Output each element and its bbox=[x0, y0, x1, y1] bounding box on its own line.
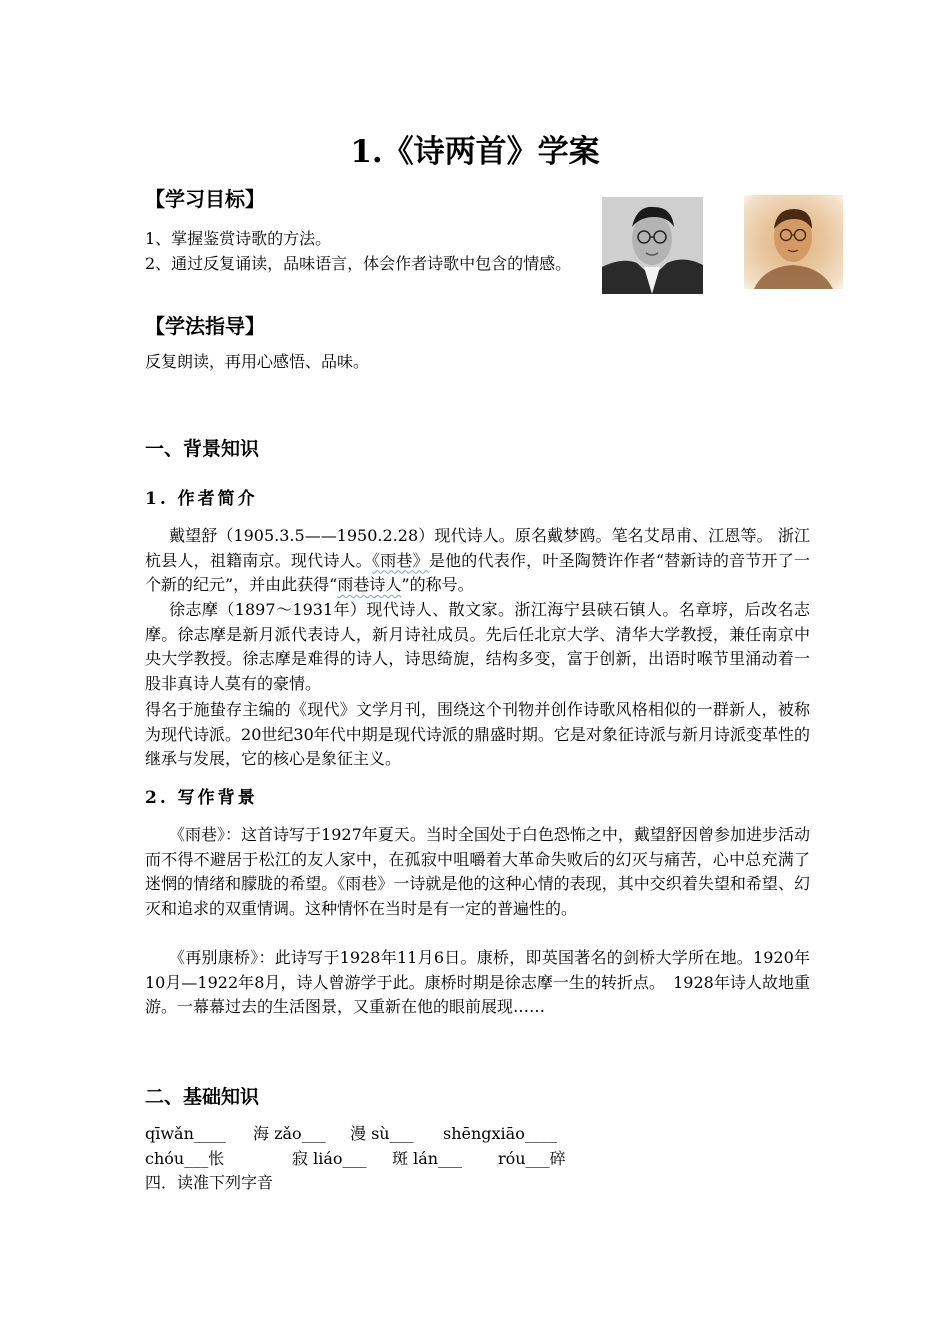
yuxiang-poet-title: 雨巷诗人 bbox=[337, 575, 402, 594]
method-heading: 【学法指导】 bbox=[145, 314, 265, 338]
dai-text-3: ”的称号。 bbox=[401, 575, 474, 594]
pinyin-item: 漫 sù___ bbox=[350, 1124, 414, 1143]
yuxiang-title: 《雨巷》 bbox=[372, 550, 429, 570]
portrait-photo-2 bbox=[744, 195, 843, 289]
kangqiao-background-paragraph: 《再别康桥》：此诗写于1928年11月6日。康桥，即英国著名的剑桥大学所在地。1920年10月—1922年8月，诗人曾游学于此。康桥时期是徐志摩一生的转折点。 1928年诗人故地重游。一幕幕过去的生活图景，又重新在他的眼前展现…… bbox=[145, 948, 810, 1016]
dai-wangshu-paragraph bbox=[145, 524, 810, 598]
xu-zhimo-paragraph: 徐志摩（1897～1931年）现代诗人、散文家。浙江海宁县硖石镇人。名章垿，后改名志摩。徐志摩是新月派代表诗人，新月诗社成员。先后任北京大学、清华大学教授，兼任南京中央大学教授。徐志摩是难得的诗人，诗思绮旎，结构多变，富于创新，出语时喉节里涌动着一股非真诗人莫有的豪情。 bbox=[145, 600, 810, 693]
section1-heading: 一、背景知识 bbox=[145, 438, 260, 460]
portrait-2-drawing bbox=[744, 195, 843, 289]
pinyin-item: 斑 lán___ bbox=[392, 1149, 463, 1168]
writing-background-heading: 2. 写作背景 bbox=[145, 788, 258, 808]
method-text: 反复朗读，再用心感悟、品味。 bbox=[145, 352, 370, 371]
modern-school-paragraph: 得名于施蛰存主编的《现代》文学月刊，围绕这个刊物并创作诗歌风格相似的一群新人，被称为现代诗派。20世纪30年代中期是现代诗派的鼎盛时期。它是对象征诗派与新月诗派变革性的继承与发展，它的核心是象征主义。 bbox=[145, 700, 810, 768]
pinyin-item: róu___碎 bbox=[498, 1149, 566, 1168]
portrait-photo-1 bbox=[602, 197, 703, 294]
pinyin-item: chóu___怅 bbox=[145, 1149, 225, 1168]
pinyin-item: shēngxiāo____ bbox=[443, 1124, 557, 1143]
read-pronunciation-label: 四．读准下列字音 bbox=[145, 1173, 274, 1192]
portrait-1-drawing bbox=[602, 197, 703, 294]
pinyin-item: qīwǎn____ bbox=[145, 1124, 226, 1143]
pinyin-item: 海 zǎo___ bbox=[253, 1124, 326, 1143]
objectives-list bbox=[145, 227, 590, 276]
section2-heading: 二、基础知识 bbox=[145, 1086, 260, 1108]
objective-item-2: 2、通过反复诵读，品味语言，体会作者诗歌中包含的情感。 bbox=[145, 253, 572, 273]
yuxiang-background-paragraph: 《雨巷》：这首诗写于1927年夏天。当时全国处于白色恐怖之中，戴望舒因曾参加进步活动而不得不避居于松江的友人家中，在孤寂中咀嚼着大革命失败后的幻灭与痛苦，心中总充满了迷惘的情绪和朦胧的希望。《雨巷》一诗就是他的这种心情的表现，其中交织着失望和希望、幻灭和追求的双重情调。这种情怀在当时是有一定的普遍性的。 bbox=[145, 825, 810, 918]
dai-text-1: 戴望舒（1905.3.5——1950.2.28）现代诗人。原名戴梦鸥。笔名艾昂甫、江恩等。 浙江杭县人，祖籍南京。现代诗人。 bbox=[145, 526, 810, 570]
pinyin-item: 寂 liáo___ bbox=[292, 1149, 367, 1168]
author-intro-heading: 1. 作者简介 bbox=[145, 489, 258, 509]
objectives-heading: 【学习目标】 bbox=[145, 187, 265, 211]
objective-item-1: 1、掌握鉴赏诗歌的方法。 bbox=[145, 229, 332, 248]
document-title: 1.《诗两首》学案 bbox=[350, 134, 600, 170]
dai-text-2: 是他的代表作，叶圣陶赞许作者“替新诗的音节开了一个新的纪元”，并由此获得“ bbox=[145, 550, 810, 594]
